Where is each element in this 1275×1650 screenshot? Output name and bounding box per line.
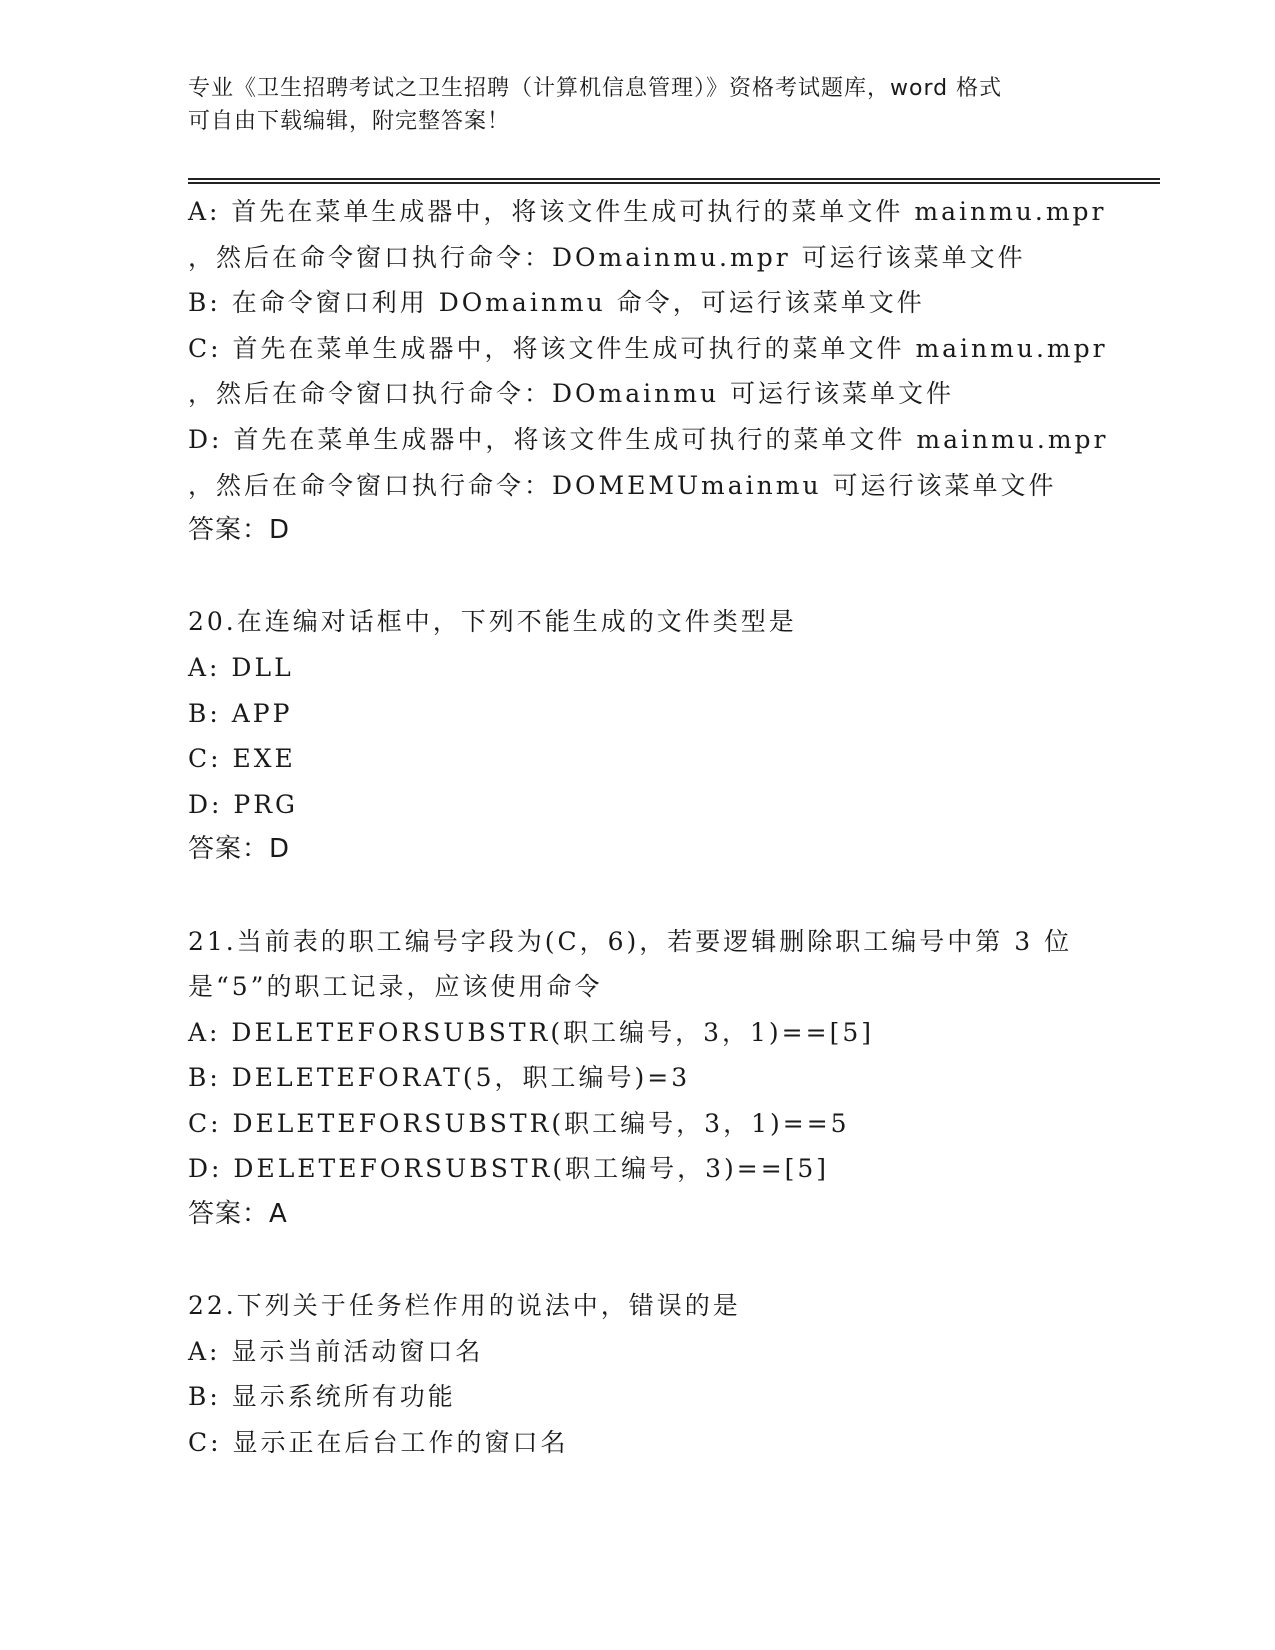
option-c-line: C: 显示正在后台工作的窗口名 [188,1428,569,1458]
option-d-line: D: PRG [188,789,299,819]
option-c-continuation: ，然后在命令窗口执行命令：DOmainmu 可运行该菜单文件 [188,379,955,409]
option-a-line: A: 首先在菜单生成器中，将该文件生成可执行的菜单文件 mainmu.mpr [188,197,1107,226]
answer-label: 答案：D [188,834,291,865]
answer-label: 答案：A [188,1199,288,1230]
option-a-line: A: DLL [188,652,294,682]
question-20-block [188,599,1118,873]
spacer [188,554,1118,600]
option-b-line: B: DELETEFORAT(5，职工编号)=3 [188,1063,691,1093]
question-text: 22.下列关于任务栏作用的说法中，错误的是 [188,1291,741,1321]
option-c-line: C: DELETEFORSUBSTR(职工编号，3，1)==5 [188,1108,850,1138]
header-double-rule [188,178,1160,184]
question-19-block [188,189,1118,554]
question-text: 21.当前表的职工编号字段为(C，6)，若要逻辑删除职工编号中第 3 位 [188,926,1073,956]
option-b-line: B: APP [188,698,293,728]
answer-label: 答案：D [188,515,291,546]
option-d-line: D: DELETEFORSUBSTR(职工编号，3)==[5] [188,1154,830,1184]
option-a-line: A: 显示当前活动窗口名 [188,1336,484,1366]
option-d-continuation: ，然后在命令窗口执行命令：DOMEMUmainmu 可运行该菜单文件 [188,470,1057,500]
header-line-1: 专业《卫生招聘考试之卫生招聘（计算机信息管理）》资格考试题库，word 格式 [188,76,1003,101]
option-b-line: B: 在命令窗口利用 DOmainmu 命令，可运行该菜单文件 [188,288,925,318]
option-a-continuation: ，然后在命令窗口执行命令：DOmainmu.mpr 可运行该菜单文件 [188,242,1026,272]
question-21-block [188,919,1118,1238]
option-c-line: C: 首先在菜单生成器中，将该文件生成可执行的菜单文件 mainmu.mpr [188,333,1108,363]
option-c-line: C: EXE [188,744,296,774]
document-header [188,72,1088,138]
option-d-line: D: 首先在菜单生成器中，将该文件生成可执行的菜单文件 mainmu.mpr [188,424,1109,454]
header-line-2: 可自由下载编辑，附完整答案！ [188,109,511,134]
option-b-line: B: 显示系统所有功能 [188,1382,456,1412]
question-text-continuation: 是“5”的职工记录，应该使用命令 [188,972,603,1002]
question-text: 20.在连编对话框中，下列不能生成的文件类型是 [188,607,797,637]
option-a-line: A: DELETEFORSUBSTR(职工编号，3，1)==[5] [188,1017,874,1047]
document-body [188,189,1118,1466]
spacer [188,873,1118,919]
question-22-block [188,1283,1118,1465]
spacer [188,1238,1118,1284]
